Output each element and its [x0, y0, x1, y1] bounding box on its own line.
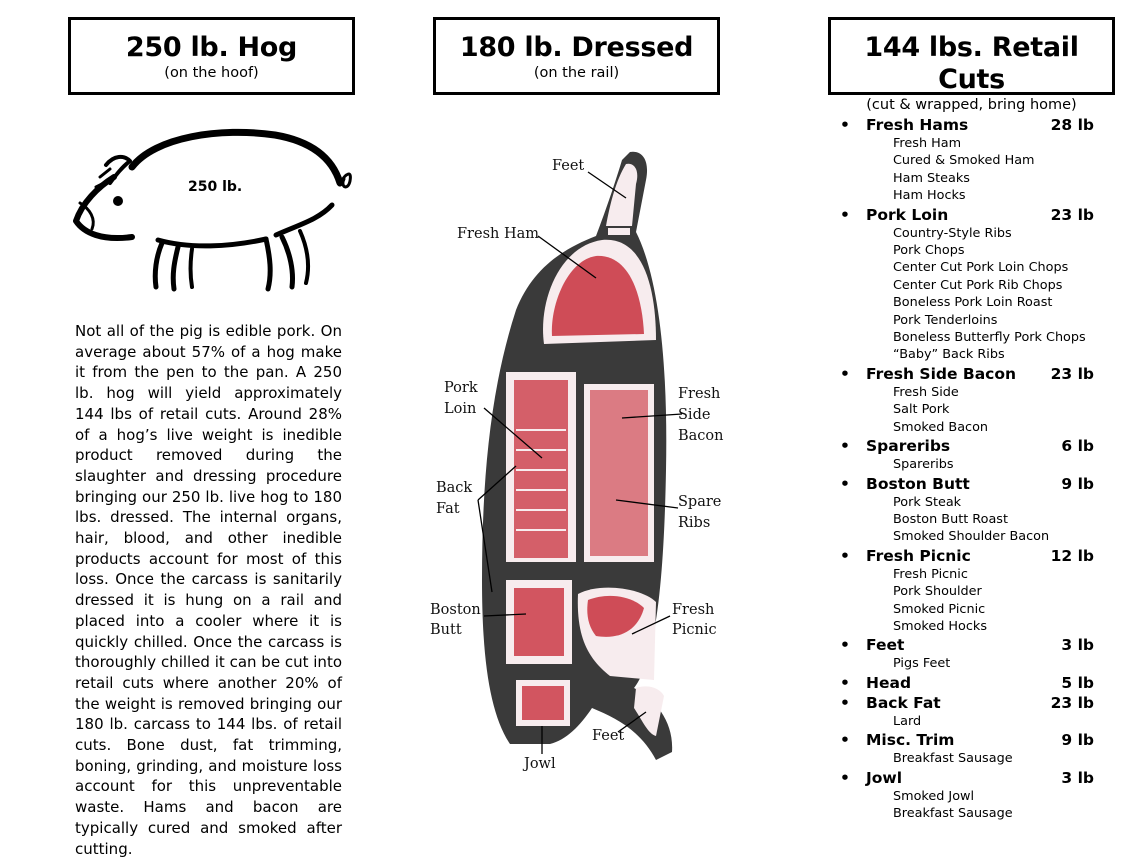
retail-cut-row — [838, 635, 1103, 655]
retail-cut-row — [838, 205, 1103, 225]
bullet-icon: • — [840, 768, 850, 787]
retail-cut-item — [838, 436, 1103, 473]
retail-product-item: Center Cut Pork Rib Chops — [893, 277, 1063, 293]
label-fresh-ham: Fresh Ham — [457, 226, 540, 242]
retail-cut-row — [838, 474, 1103, 494]
retail-cut-weight: 9 lb — [1061, 474, 1094, 493]
retail-product-item: Smoked Hocks — [893, 618, 988, 634]
retail-cut-products — [893, 713, 1103, 730]
label-boston-butt-2: Butt — [430, 622, 462, 638]
retail-cut-row — [838, 693, 1103, 713]
retail-product-item: “Baby” Back Ribs — [893, 347, 1005, 363]
retail-product-item: Fresh Side — [893, 384, 959, 400]
dressed-header-subtitle: (on the rail) — [533, 65, 620, 81]
retail-product-item: Smoked Jowl — [893, 788, 975, 804]
label-spare-ribs-2: Ribs — [678, 515, 711, 531]
label-pork-loin-2: Loin — [444, 401, 477, 417]
retail-cut-products — [893, 225, 1103, 364]
retail-product-item: Pork Tenderloins — [893, 312, 998, 328]
retail-cut-products — [893, 566, 1103, 636]
bullet-icon: • — [840, 437, 850, 456]
retail-cut-row — [838, 730, 1103, 750]
label-back-fat-1: Back — [436, 480, 473, 496]
retail-product-item: Boston Butt Roast — [893, 511, 1008, 527]
retail-cuts-list — [838, 115, 1103, 822]
label-feet-top: Feet — [552, 158, 585, 174]
label-fresh-side-bacon-2: Side — [678, 407, 711, 423]
retail-product-item: Spareribs — [893, 457, 954, 473]
retail-header-subtitle: (cut & wrapped, bring home) — [866, 97, 1077, 113]
retail-cut-name: Fresh Picnic — [866, 546, 971, 565]
retail-cut-weight: 23 lb — [1050, 205, 1094, 224]
retail-cut-weight: 23 lb — [1050, 693, 1094, 712]
label-fresh-side-bacon-1: Fresh — [678, 386, 721, 402]
dressed-header-box — [433, 17, 720, 95]
retail-cut-item — [838, 205, 1103, 364]
retail-cut-name: Pork Loin — [866, 205, 949, 224]
retail-header-title: 144 lbs. Retail Cuts — [864, 32, 1079, 95]
retail-cut-row — [838, 436, 1103, 456]
hog-header-subtitle: (on the hoof) — [164, 65, 259, 81]
retail-cut-item — [838, 364, 1103, 436]
label-spare-ribs-1: Spare — [678, 494, 722, 510]
retail-cut-row — [838, 673, 1103, 693]
retail-cut-name: Back Fat — [866, 693, 941, 712]
retail-cut-item — [838, 474, 1103, 546]
retail-cut-weight: 12 lb — [1050, 546, 1094, 565]
retail-product-item: Fresh Picnic — [893, 566, 968, 582]
bullet-icon: • — [840, 731, 850, 750]
bullet-icon: • — [840, 673, 850, 692]
retail-product-item: Center Cut Pork Loin Chops — [893, 260, 1069, 276]
retail-cut-products — [893, 788, 1103, 823]
retail-cut-item — [838, 693, 1103, 730]
retail-cut-item — [838, 730, 1103, 767]
retail-product-item: Smoked Picnic — [893, 601, 986, 617]
retail-product-item: Fresh Ham — [893, 136, 962, 151]
retail-cut-item — [838, 546, 1103, 636]
retail-product-item: Ham Hocks — [893, 188, 966, 204]
retail-product-item: Pork Chops — [893, 243, 965, 259]
retail-cut-name: Head — [866, 673, 912, 692]
retail-product-item: Breakfast Sausage — [893, 805, 1013, 821]
label-fresh-side-bacon-3: Bacon — [678, 428, 724, 444]
retail-product-item: Salt Pork — [893, 402, 950, 418]
dressed-header-title: 180 lb. Dressed — [459, 32, 694, 63]
retail-cut-name: Fresh Hams — [866, 116, 969, 134]
label-pork-loin-1: Pork — [444, 380, 478, 396]
retail-cut-weight: 6 lb — [1061, 437, 1094, 456]
pig-weight-label: 250 lb. — [188, 179, 243, 195]
label-fresh-picnic-1: Fresh — [672, 602, 715, 618]
retail-cut-row — [838, 115, 1103, 135]
retail-cut-products — [893, 135, 1103, 205]
retail-product-item: Pork Steak — [893, 494, 962, 510]
retail-product-item: Boneless Butterfly Pork Chops — [893, 330, 1086, 346]
retail-cut-item — [838, 635, 1103, 672]
label-back-fat-2: Fat — [436, 501, 460, 517]
retail-header-box — [828, 17, 1115, 113]
retail-product-item: Ham Steaks — [893, 170, 970, 186]
feet-top-band — [608, 228, 630, 235]
retail-cut-name: Feet — [866, 636, 905, 655]
retail-cut-item — [838, 768, 1103, 823]
hog-header-title: 250 lb. Hog — [125, 32, 298, 63]
retail-cut-weight: 23 lb — [1050, 364, 1094, 383]
retail-cut-name: Misc. Trim — [866, 731, 955, 750]
retail-cut-row — [838, 546, 1103, 566]
retail-cut-products — [893, 655, 1103, 672]
retail-product-item: Breakfast Sausage — [893, 751, 1013, 767]
label-fresh-picnic-2: Picnic — [672, 622, 717, 638]
bullet-icon: • — [840, 364, 850, 383]
retail-cut-row — [838, 364, 1103, 384]
retail-cut-item — [838, 115, 1103, 205]
retail-cut-weight: 28 lb — [1050, 116, 1094, 134]
retail-product-item: Smoked Bacon — [893, 419, 989, 435]
retail-cut-weight: 3 lb — [1061, 636, 1094, 655]
retail-cut-item — [838, 673, 1103, 693]
bullet-icon: • — [840, 693, 850, 712]
retail-product-item: Cured & Smoked Ham — [893, 153, 1035, 169]
dressed-carcass-diagram — [420, 140, 740, 790]
retail-product-item: Lard — [893, 713, 922, 729]
retail-cut-weight: 3 lb — [1061, 768, 1094, 787]
retail-cut-weight: 9 lb — [1061, 731, 1094, 750]
label-feet-bottom: Feet — [592, 728, 625, 744]
retail-cut-products — [893, 456, 1103, 473]
retail-product-item: Pork Shoulder — [893, 584, 982, 600]
bullet-icon: • — [840, 474, 850, 493]
bullet-icon: • — [840, 546, 850, 565]
label-jowl: Jowl — [524, 756, 556, 772]
retail-cut-name: Fresh Side Bacon — [866, 364, 1017, 383]
retail-cut-weight: 5 lb — [1061, 673, 1094, 692]
retail-product-item: Pigs Feet — [893, 656, 951, 672]
retail-product-item: Boneless Pork Loin Roast — [893, 295, 1053, 311]
pig-illustration — [70, 125, 360, 295]
explanation-paragraph: Not all of the pig is edible pork. On average about 57% of a hog make it from the pen to the pan. A 250 lb. hog will yield approximately 144 lbs of retail cuts. Around 28% of a hog’s live weight is inedible product removed during the slaughter and dressing procedure bringing our 250 lb. live hog to 180 lbs. dressed. The internal organs, hair, blood, and other inedible products account for most of this loss. Once the carcass is sanitarily dressed it is hung on a rail and placed into a cooler where it is quickly chilled. Once the carcass is thoroughly chilled it can be cut into retail cuts where another 20% of the weight is removed bringing our 180 lb. carcass to 144 lbs. of retail cuts. Bone dust, fat trimming, boning, grinding, and moisture loss account for this unpreventable waste. Hams and bacon are typically cured and smoked after cutting. — [75, 322, 342, 858]
retail-cut-products — [893, 750, 1103, 767]
retail-cut-row — [838, 768, 1103, 788]
retail-cut-products — [893, 494, 1103, 546]
retail-product-item: Country-Style Ribs — [893, 225, 1012, 241]
retail-product-item: Smoked Shoulder Bacon — [893, 529, 1050, 545]
hog-header-box — [68, 17, 355, 95]
label-boston-butt-1: Boston — [430, 602, 481, 618]
bullet-icon: • — [840, 205, 850, 224]
retail-cut-name: Spareribs — [866, 437, 951, 456]
bullet-icon: • — [840, 116, 850, 134]
pig-eye — [113, 196, 123, 206]
retail-cut-name: Jowl — [866, 768, 903, 787]
bullet-icon: • — [840, 636, 850, 655]
retail-cut-name: Boston Butt — [866, 474, 970, 493]
retail-cut-products — [893, 384, 1103, 436]
